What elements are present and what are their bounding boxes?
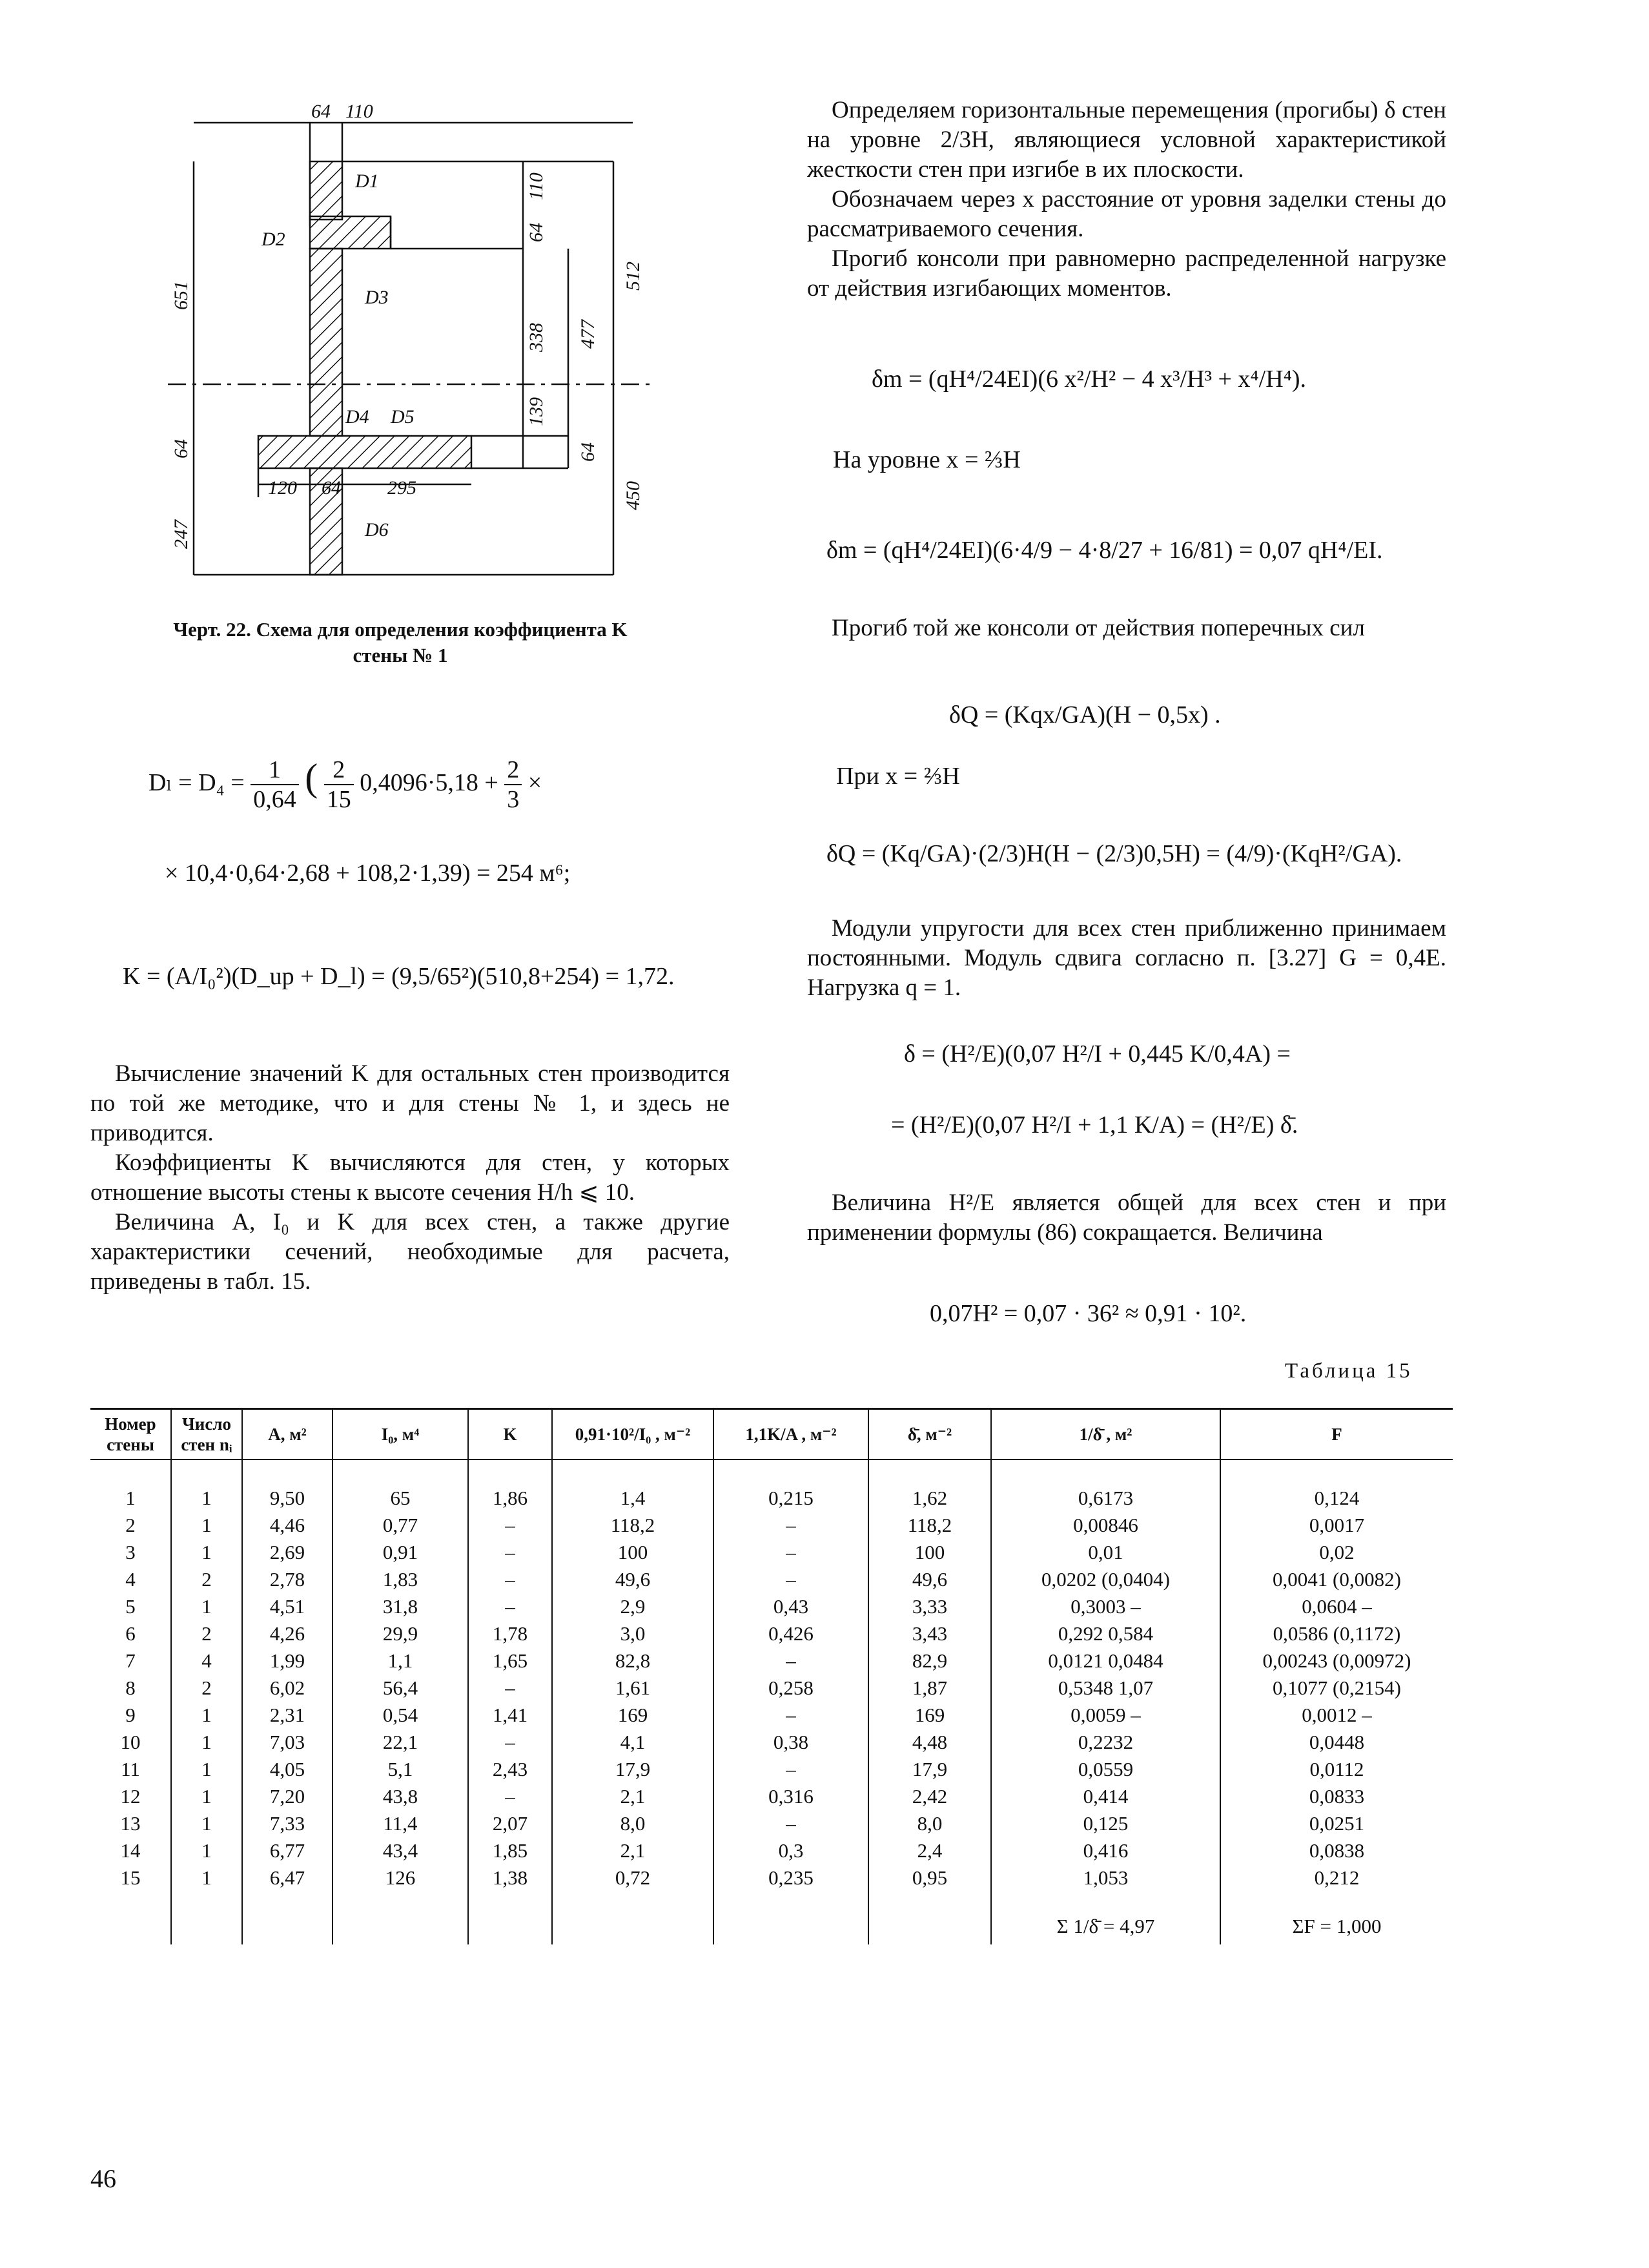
formula-d1-line2: × 10,4·0,64·2,68 + 108,2·1,39) = 254 м⁶;	[165, 860, 571, 887]
table-cell: 1,78	[468, 1620, 552, 1647]
table-row	[90, 1675, 1453, 1702]
table-cell: 0,2232	[991, 1729, 1220, 1756]
table-cell: –	[713, 1512, 868, 1539]
table-cell: 1,38	[468, 1864, 552, 1892]
table-cell: 0,38	[713, 1729, 868, 1756]
table-cell: 4	[125, 1568, 136, 1591]
label-d4: D4	[345, 406, 369, 428]
table-header-cell: F	[1220, 1410, 1453, 1459]
table-row	[90, 1837, 1453, 1864]
dim-64-left: 64	[170, 439, 192, 459]
table-cell: –	[468, 1566, 552, 1593]
table-cell: 2,78	[242, 1566, 333, 1593]
table-cell: 17,9	[868, 1756, 991, 1783]
table-cell: –	[468, 1539, 552, 1566]
table-cell: 0,416	[991, 1837, 1220, 1864]
equation-delta-m-value: δm = (qH⁴/24EI)(6·4/9 − 4·8/27 + 16/81) = 0,07 qH⁴/EI.	[826, 537, 1383, 564]
table-cell: 1,61	[552, 1675, 713, 1702]
table-cell: 0,54	[333, 1702, 468, 1729]
table-cell: 43,8	[333, 1783, 468, 1810]
table-cell-empty	[171, 1892, 242, 1944]
table-header-cell: 1,1K/A , м⁻²	[713, 1410, 868, 1459]
table-cell: 1,1	[333, 1647, 468, 1675]
table-cell: 0,77	[333, 1512, 468, 1539]
table-cell: 0,0586 (0,1172)	[1220, 1620, 1453, 1647]
right-paragraph-4: Прогиб той же консоли от действия поперечных сил	[832, 615, 1365, 641]
table-cell: 0,0833	[1220, 1783, 1453, 1810]
wall-section-diagram	[149, 97, 665, 588]
table-header-cell: δ̄, м⁻²	[868, 1410, 991, 1459]
left-text	[90, 1059, 730, 1297]
frac-denominator: 0,64	[253, 786, 296, 814]
table-cell: 1,85	[468, 1837, 552, 1864]
right-text-top	[807, 96, 1446, 304]
label-d3: D3	[365, 287, 389, 308]
table-cell: 2,42	[868, 1783, 991, 1810]
table-cell: 2	[125, 1514, 136, 1536]
table-cell: 0,95	[868, 1864, 991, 1892]
table-row	[90, 1566, 1453, 1593]
frac-numerator: 1	[251, 756, 299, 785]
table-row	[90, 1459, 1453, 1512]
dim-295: 295	[387, 477, 416, 499]
table-cell: 2,43	[468, 1756, 552, 1783]
table-cell: 4,26	[242, 1620, 333, 1647]
dim-64-top: 64	[311, 101, 331, 122]
table-cell: 49,6	[552, 1566, 713, 1593]
table-cell: 6	[125, 1622, 136, 1645]
table-cell: 15	[120, 1866, 141, 1889]
table-cell: –	[468, 1729, 552, 1756]
table-cell: 0,0017	[1220, 1512, 1453, 1539]
table-row	[90, 1756, 1453, 1783]
table-cell-empty	[333, 1892, 468, 1944]
table-cell: 0,01	[991, 1539, 1220, 1566]
table-cell: 169	[552, 1702, 713, 1729]
table-sum-row	[90, 1892, 1453, 1944]
formula-d1-frac	[251, 756, 299, 814]
table-cell: 7,03	[242, 1729, 333, 1756]
formula-k: K = (A/I₀²)(D_up + D_l) = (9,5/65²)(510,8+254) = 1,72.	[123, 963, 675, 990]
table-cell: 3,33	[868, 1593, 991, 1620]
table-cell: 0,1077 (0,2154)	[1220, 1675, 1453, 1702]
table-cell: 0,3003 –	[991, 1593, 1220, 1620]
right-text-bottom	[807, 1188, 1446, 1248]
table-cell: 2	[171, 1566, 242, 1593]
equation-delta-q: δQ = (Kqx/GA)(H − 0,5x) .	[949, 701, 1221, 728]
table-cell: 100	[552, 1539, 713, 1566]
table-cell: 2,1	[552, 1837, 713, 1864]
table-cell: 0,235	[713, 1864, 868, 1892]
table-header-row	[90, 1410, 1453, 1459]
table-cell: 1	[171, 1459, 242, 1512]
caption-line-2: стены № 1	[353, 644, 448, 666]
dim-450: 450	[622, 481, 644, 510]
dim-64-right: 64	[526, 223, 547, 242]
table-cell-empty	[713, 1892, 868, 1944]
table-cell: –	[713, 1566, 868, 1593]
table-cell: 118,2	[868, 1512, 991, 1539]
table-row	[90, 1539, 1453, 1566]
table-cell: 1,83	[333, 1566, 468, 1593]
table-cell: 1	[171, 1512, 242, 1539]
table-cell: 82,9	[868, 1647, 991, 1675]
table-cell: 4,05	[242, 1756, 333, 1783]
table-cell: 0,292 0,584	[991, 1620, 1220, 1647]
table-cell: 4,51	[242, 1593, 333, 1620]
table-cell: 8	[125, 1676, 136, 1699]
table-cell: 2,1	[552, 1783, 713, 1810]
table-cell: 118,2	[552, 1512, 713, 1539]
table-cell: 1,87	[868, 1675, 991, 1702]
table-cell: 1	[171, 1810, 242, 1837]
label-d2: D2	[261, 229, 285, 250]
dim-110-top: 110	[345, 101, 373, 122]
page-number: 46	[90, 2164, 116, 2193]
table-header-cell: A, м²	[242, 1410, 333, 1459]
dim-651: 651	[170, 281, 192, 310]
table-cell: 17,9	[552, 1756, 713, 1783]
table-cell: –	[468, 1675, 552, 1702]
table-cell: 126	[333, 1864, 468, 1892]
table-cell: 14	[120, 1839, 141, 1862]
table-cell-empty	[868, 1892, 991, 1944]
table-row	[90, 1593, 1453, 1620]
table-cell: 0,0251	[1220, 1810, 1453, 1837]
right-paragraph-3: Прогиб консоли при равномерно распределенной нагрузке от действия изгибающих моментов.	[807, 245, 1446, 302]
dim-139: 139	[526, 397, 547, 426]
table-cell: –	[713, 1810, 868, 1837]
table-cell: 2,31	[242, 1702, 333, 1729]
equation-0-07h2: 0,07H² = 0,07 · 36² ≈ 0,91 · 10².	[930, 1300, 1247, 1327]
table-cell: 0,0059 –	[991, 1702, 1220, 1729]
table-cell: 82,8	[552, 1647, 713, 1675]
table-15-container	[90, 1408, 1453, 1944]
table-cell: 1	[171, 1837, 242, 1864]
right-paragraph-6: Величина H²/E является общей для всех стен и при применении формулы (86) сокращается. Величина	[807, 1190, 1446, 1246]
table-cell: 1	[171, 1864, 242, 1892]
table-header-cell: I₀, м⁴	[333, 1410, 468, 1459]
table-cell: 1,4	[552, 1459, 713, 1512]
table-cell: 0,0041 (0,0082)	[1220, 1566, 1453, 1593]
table-cell: 0,125	[991, 1810, 1220, 1837]
dim-477: 477	[577, 320, 599, 349]
table-cell: 0,316	[713, 1783, 868, 1810]
table-cell: 4,1	[552, 1729, 713, 1756]
table-cell: 13	[120, 1812, 141, 1835]
table-cell: 0,426	[713, 1620, 868, 1647]
table-cell: 49,6	[868, 1566, 991, 1593]
table-cell: 1,41	[468, 1702, 552, 1729]
table-cell: 1	[171, 1729, 242, 1756]
left-paragraph-3: Величина A, I₀ и K для всех стен, а также другие характеристики сечений, необходимые для расчета, приведены в табл. 15.	[90, 1209, 730, 1295]
table-cell: 0,91	[333, 1539, 468, 1566]
table-cell: 11	[121, 1758, 140, 1780]
table-cell: 4	[171, 1647, 242, 1675]
dim-338: 338	[526, 323, 547, 352]
table-row	[90, 1647, 1453, 1675]
table-cell: 3,0	[552, 1620, 713, 1647]
table-cell: 1	[171, 1783, 242, 1810]
table-cell: 100	[868, 1539, 991, 1566]
table-cell: 6,02	[242, 1675, 333, 1702]
equation-delta-2: = (H²/E)(0,07 H²/I + 1,1 K/A) = (H²/E) δ̄.	[891, 1111, 1298, 1139]
right-text-mid	[807, 613, 1446, 643]
table-cell: 0,0012 –	[1220, 1702, 1453, 1729]
left-paragraph-1: Вычисление значений K для остальных стен производится по той же методике, что и для стены № 1, и здесь не приводится.	[90, 1060, 730, 1146]
table-cell: 0,00846	[991, 1512, 1220, 1539]
table-cell: –	[468, 1512, 552, 1539]
dim-64-bottom: 64	[322, 477, 341, 499]
table-cell: 1,62	[868, 1459, 991, 1512]
right-paragraph-1: Определяем горизонтальные перемещения (прогибы) δ стен на уровне 2/3H, являющиеся условной характеристикой жесткости стен при изгибе в их плоскости.	[807, 97, 1446, 183]
table-row	[90, 1783, 1453, 1810]
table-cell: 7	[125, 1649, 136, 1672]
table-cell: 29,9	[333, 1620, 468, 1647]
table-cell: 2,4	[868, 1837, 991, 1864]
table-cell: 5,1	[333, 1756, 468, 1783]
table-cell: 5	[125, 1595, 136, 1618]
equation-at-x: При x = ⅔H	[836, 763, 960, 790]
table-cell: 0,124	[1220, 1459, 1453, 1512]
table-title: Таблица 15	[1285, 1359, 1413, 1383]
equation-delta-m: δm = (qH⁴/24EI)(6 x²/H² − 4 x³/H³ + x⁴/H⁴).	[872, 366, 1307, 393]
table-cell: 65	[333, 1459, 468, 1512]
equation-level: На уровне x = ⅔H	[833, 446, 1021, 473]
right-paragraph-2: Обозначаем через x расстояние от уровня заделки стены до рассматриваемого сечения.	[807, 186, 1446, 242]
table-cell: 0,02	[1220, 1539, 1453, 1566]
table-cell: 0,258	[713, 1675, 868, 1702]
formula-d1-mid: 0,4096·5,18 +	[360, 769, 498, 796]
table-cell: 0,212	[1220, 1864, 1453, 1892]
table-cell: 0,43	[713, 1593, 868, 1620]
table-cell: 8,0	[552, 1810, 713, 1837]
formula-d1-times: ×	[527, 769, 542, 796]
table-cell: 8,0	[868, 1810, 991, 1837]
dim-110-right: 110	[526, 172, 547, 200]
table-row	[90, 1620, 1453, 1647]
right-paragraph-5: Модули упругости для всех стен приближенно принимаем постоянными. Модуль сдвига согласно п. [3.27] G = 0,4E. Нагрузка q = 1.	[807, 915, 1446, 1001]
table-cell: 4,46	[242, 1512, 333, 1539]
table-cell: 0,0604 –	[1220, 1593, 1453, 1620]
label-d1: D1	[355, 170, 379, 192]
table-cell: –	[468, 1783, 552, 1810]
table-cell: 0,72	[552, 1864, 713, 1892]
table-cell: 10	[120, 1731, 141, 1753]
table-cell: –	[713, 1702, 868, 1729]
table-cell: 1	[125, 1487, 136, 1509]
figure-caption	[77, 617, 723, 668]
table-cell: 1	[171, 1539, 242, 1566]
table-row	[90, 1512, 1453, 1539]
table-cell: 0,3	[713, 1837, 868, 1864]
table-cell: 1,99	[242, 1647, 333, 1675]
table-cell-empty	[242, 1892, 333, 1944]
table-cell-empty	[90, 1892, 171, 1944]
table-cell: 9	[125, 1704, 136, 1726]
equation-delta-q-value: δQ = (Kq/GA)·(2/3)H(H − (2/3)0,5H) = (4/9)·(KqH²/GA).	[826, 840, 1402, 867]
table-cell: 7,20	[242, 1783, 333, 1810]
dim-512: 512	[622, 262, 644, 291]
table-header-cell: 0,91·10²/I₀ , м⁻²	[552, 1410, 713, 1459]
table-cell: –	[713, 1539, 868, 1566]
left-paragraph-2: Коэффициенты K вычисляются для стен, у которых отношение высоты стены к высоте сечения H/h ⩽ 10.	[90, 1149, 730, 1206]
table-cell: 9,50	[242, 1459, 333, 1512]
table-cell-empty	[552, 1892, 713, 1944]
table-cell: 22,1	[333, 1729, 468, 1756]
table-cell: 0,00243 (0,00972)	[1220, 1647, 1453, 1675]
table-cell: 1	[171, 1593, 242, 1620]
caption-line-1: Черт. 22. Схема для определения коэффициента K	[173, 618, 628, 641]
table-cell: 2	[171, 1620, 242, 1647]
formula-d1-lhs: Dₗ = D₄ =	[149, 769, 251, 796]
table-cell: 1	[171, 1756, 242, 1783]
table-cell: –	[713, 1647, 868, 1675]
table-cell: 3	[125, 1541, 136, 1563]
table-cell: 1,65	[468, 1647, 552, 1675]
table-cell: 0,215	[713, 1459, 868, 1512]
table-row	[90, 1729, 1453, 1756]
table-cell: 0,6173	[991, 1459, 1220, 1512]
table-cell: 3,43	[868, 1620, 991, 1647]
table-cell: 11,4	[333, 1810, 468, 1837]
sum-inverse-delta: Σ 1/δ̄ = 4,97	[991, 1892, 1220, 1944]
table-cell: 2,07	[468, 1810, 552, 1837]
table-cell: –	[468, 1593, 552, 1620]
table-cell: 1,053	[991, 1864, 1220, 1892]
table-cell: 0,0448	[1220, 1729, 1453, 1756]
table-row	[90, 1864, 1453, 1892]
table-row	[90, 1810, 1453, 1837]
dim-120: 120	[268, 477, 297, 499]
table-cell: 1,86	[468, 1459, 552, 1512]
dim-247: 247	[170, 520, 192, 549]
table-header-cell: Номер стены	[90, 1410, 171, 1459]
table-row	[90, 1702, 1453, 1729]
table-cell: 7,33	[242, 1810, 333, 1837]
table-cell: 31,8	[333, 1593, 468, 1620]
table-cell: 2,69	[242, 1539, 333, 1566]
table-cell: 0,0838	[1220, 1837, 1453, 1864]
table-header-cell: Число стен nᵢ	[171, 1410, 242, 1459]
table-cell: 4,48	[868, 1729, 991, 1756]
table-header-cell: K	[468, 1410, 552, 1459]
table-cell: 1	[171, 1702, 242, 1729]
label-d6: D6	[365, 519, 389, 541]
formula-d1-line1: Dₗ = D₄ = $\frac{1}{0,64}$ ( $\frac{2}{15}$ 0,4096·5,18 + $\frac{2}{3}$ ×	[149, 756, 542, 814]
table-cell: 169	[868, 1702, 991, 1729]
table-cell: 2,9	[552, 1593, 713, 1620]
table-cell: 0,0121 0,0484	[991, 1647, 1220, 1675]
table-header-cell: 1/δ̄ , м²	[991, 1410, 1220, 1459]
table-cell: 43,4	[333, 1837, 468, 1864]
table-cell: 0,0559	[991, 1756, 1220, 1783]
equation-delta-1: δ = (H²/E)(0,07 H²/I + 0,445 K/0,4A) =	[904, 1040, 1291, 1067]
table-cell: 12	[120, 1785, 141, 1808]
table-cell: 6,77	[242, 1837, 333, 1864]
label-d5: D5	[391, 406, 415, 428]
table-cell: 0,0202 (0,0404)	[991, 1566, 1220, 1593]
table-cell: 2	[171, 1675, 242, 1702]
table-cell: 0,414	[991, 1783, 1220, 1810]
table-cell: –	[713, 1756, 868, 1783]
table-cell-empty	[468, 1892, 552, 1944]
table-15	[90, 1410, 1453, 1944]
table-cell: 0,0112	[1220, 1756, 1453, 1783]
table-cell: 0,5348 1,07	[991, 1675, 1220, 1702]
table-cell: 6,47	[242, 1864, 333, 1892]
table-cell: 56,4	[333, 1675, 468, 1702]
sum-f: ΣF = 1,000	[1220, 1892, 1453, 1944]
dim-64-right-bottom: 64	[577, 442, 599, 462]
right-text-moduli	[807, 914, 1446, 1003]
